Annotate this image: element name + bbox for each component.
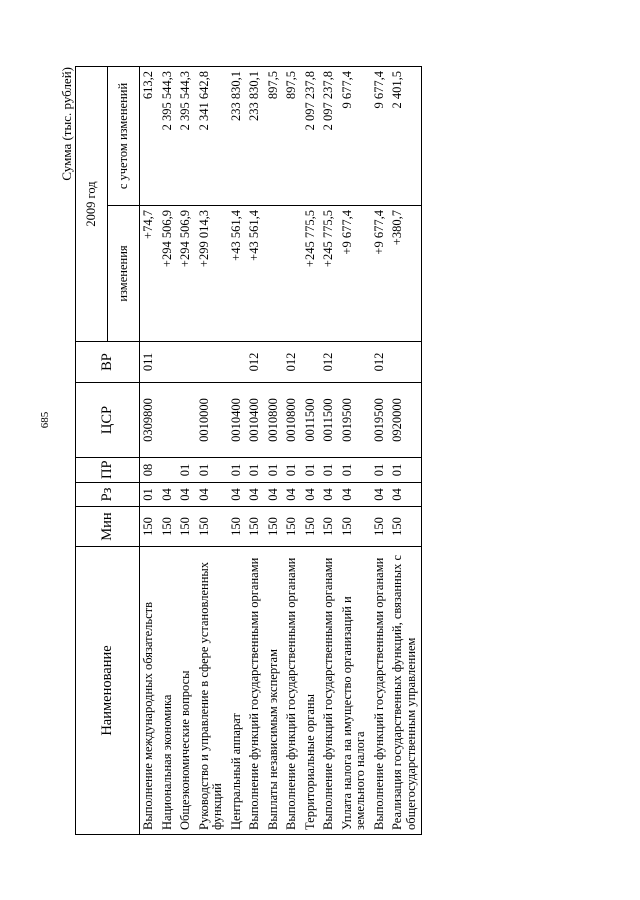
cell-total: 613,2 bbox=[140, 66, 159, 205]
cell-vr bbox=[389, 342, 422, 383]
cell-vr bbox=[159, 342, 178, 383]
cell-name: Выполнение функций государственными органами bbox=[246, 547, 265, 835]
cell-rz: 04 bbox=[371, 483, 390, 507]
table-row bbox=[302, 66, 321, 834]
table-body bbox=[140, 66, 422, 834]
header-pr: ПР bbox=[76, 458, 140, 483]
cell-name: Центральный аппарат bbox=[228, 547, 247, 835]
cell-min: 150 bbox=[389, 507, 422, 547]
cell-min: 150 bbox=[177, 507, 196, 547]
cell-name: Общеэкономические вопросы bbox=[177, 547, 196, 835]
cell-pr: 01 bbox=[339, 458, 371, 483]
cell-change: +245 775,5 bbox=[302, 206, 321, 342]
cell-pr: 01 bbox=[389, 458, 422, 483]
header-rz: Рз bbox=[76, 483, 140, 507]
table-row bbox=[339, 66, 371, 834]
cell-total: 2 341 642,8 bbox=[196, 66, 228, 205]
header-changes: изменения bbox=[108, 206, 140, 342]
cell-vr bbox=[339, 342, 371, 383]
cell-min: 150 bbox=[265, 507, 284, 547]
cell-rz: 04 bbox=[320, 483, 339, 507]
cell-csr: 0010000 bbox=[196, 383, 228, 458]
cell-change: +245 775,5 bbox=[320, 206, 339, 342]
cell-change bbox=[283, 206, 302, 342]
cell-csr: 0011500 bbox=[320, 383, 339, 458]
cell-total: 9 677,4 bbox=[339, 66, 371, 205]
cell-change: +380,7 bbox=[389, 206, 422, 342]
cell-total: 897,5 bbox=[265, 66, 284, 205]
cell-rz: 04 bbox=[246, 483, 265, 507]
cell-pr: 01 bbox=[177, 458, 196, 483]
cell-rz: 04 bbox=[228, 483, 247, 507]
cell-vr: 012 bbox=[246, 342, 265, 383]
cell-pr: 08 bbox=[140, 458, 159, 483]
table-row bbox=[371, 66, 390, 834]
cell-change: +43 561,4 bbox=[228, 206, 247, 342]
cell-vr bbox=[177, 342, 196, 383]
table-row bbox=[140, 66, 159, 834]
cell-vr: 012 bbox=[371, 342, 390, 383]
cell-rz: 04 bbox=[159, 483, 178, 507]
cell-min: 150 bbox=[228, 507, 247, 547]
cell-pr: 01 bbox=[371, 458, 390, 483]
cell-rz: 04 bbox=[265, 483, 284, 507]
cell-name: Уплата налога на имущество организаций и земельного налога bbox=[339, 547, 371, 835]
cell-change: +294 506,9 bbox=[159, 206, 178, 342]
cell-min: 150 bbox=[246, 507, 265, 547]
page-number: 685 bbox=[39, 411, 51, 429]
cell-rz: 04 bbox=[389, 483, 422, 507]
cell-rz: 04 bbox=[339, 483, 371, 507]
cell-pr: 01 bbox=[302, 458, 321, 483]
cell-name: Выполнение функций государственными органами bbox=[283, 547, 302, 835]
cell-total: 2 401,5 bbox=[389, 66, 422, 205]
cell-name: Территориальные органы bbox=[302, 547, 321, 835]
cell-csr: 0010400 bbox=[228, 383, 247, 458]
cell-vr bbox=[265, 342, 284, 383]
cell-vr: 011 bbox=[140, 342, 159, 383]
header-vr: ВР bbox=[76, 342, 140, 383]
cell-total: 2 097 237,8 bbox=[320, 66, 339, 205]
cell-pr bbox=[159, 458, 178, 483]
cell-vr: 012 bbox=[283, 342, 302, 383]
cell-name: Руководство и управление в сфере установленных функций bbox=[196, 547, 228, 835]
cell-pr: 01 bbox=[196, 458, 228, 483]
cell-name: Реализация государственных функций, связанных с общегосударственным управлением bbox=[389, 547, 422, 835]
header-name: Наименование bbox=[76, 547, 140, 835]
cell-csr: 0309800 bbox=[140, 383, 159, 458]
cell-rz: 04 bbox=[283, 483, 302, 507]
table-row bbox=[389, 66, 422, 834]
cell-name: Национальная экономика bbox=[159, 547, 178, 835]
table-row bbox=[246, 66, 265, 834]
cell-name: Выполнение функций государственными органами bbox=[371, 547, 390, 835]
cell-total: 2 097 237,8 bbox=[302, 66, 321, 205]
cell-vr bbox=[196, 342, 228, 383]
cell-csr bbox=[177, 383, 196, 458]
cell-min: 150 bbox=[302, 507, 321, 547]
cell-min: 150 bbox=[140, 507, 159, 547]
header-min: Мин bbox=[76, 507, 140, 547]
table-row bbox=[196, 66, 228, 834]
table-row bbox=[265, 66, 284, 834]
cell-change: +294 506,9 bbox=[177, 206, 196, 342]
cell-pr: 01 bbox=[246, 458, 265, 483]
cell-name: Выполнение функций государственными органами bbox=[320, 547, 339, 835]
header-csr: ЦСР bbox=[76, 383, 140, 458]
cell-min: 150 bbox=[283, 507, 302, 547]
cell-change: +9 677,4 bbox=[339, 206, 371, 342]
table-row bbox=[320, 66, 339, 834]
cell-name: Выполнение международных обязательств bbox=[140, 547, 159, 835]
cell-name: Выплаты независимым экспертам bbox=[265, 547, 284, 835]
cell-vr bbox=[302, 342, 321, 383]
rotated-page-content bbox=[60, 65, 580, 835]
table-row bbox=[177, 66, 196, 834]
cell-min: 150 bbox=[320, 507, 339, 547]
cell-change: +43 561,4 bbox=[246, 206, 265, 342]
cell-total: 2 395 544,3 bbox=[159, 66, 178, 205]
cell-total: 9 677,4 bbox=[371, 66, 390, 205]
cell-change: +299 014,3 bbox=[196, 206, 228, 342]
cell-csr: 0010800 bbox=[265, 383, 284, 458]
cell-change bbox=[265, 206, 284, 342]
cell-pr: 01 bbox=[265, 458, 284, 483]
cell-rz: 04 bbox=[196, 483, 228, 507]
cell-csr bbox=[159, 383, 178, 458]
units-label: Сумма (тыс. рублей) bbox=[59, 67, 74, 181]
cell-change: +9 677,4 bbox=[371, 206, 390, 342]
table-row bbox=[228, 66, 247, 834]
cell-csr: 0019500 bbox=[371, 383, 390, 458]
cell-vr: 012 bbox=[320, 342, 339, 383]
cell-min: 150 bbox=[339, 507, 371, 547]
cell-rz: 01 bbox=[140, 483, 159, 507]
budget-table bbox=[75, 66, 422, 835]
cell-min: 150 bbox=[196, 507, 228, 547]
cell-csr: 0920000 bbox=[389, 383, 422, 458]
cell-min: 150 bbox=[371, 507, 390, 547]
cell-vr bbox=[228, 342, 247, 383]
cell-total: 233 830,1 bbox=[228, 66, 247, 205]
table-row bbox=[283, 66, 302, 834]
cell-pr: 01 bbox=[228, 458, 247, 483]
cell-csr: 0019500 bbox=[339, 383, 371, 458]
cell-total: 897,5 bbox=[283, 66, 302, 205]
cell-min: 150 bbox=[159, 507, 178, 547]
cell-csr: 0011500 bbox=[302, 383, 321, 458]
cell-rz: 04 bbox=[177, 483, 196, 507]
cell-csr: 0010800 bbox=[283, 383, 302, 458]
header-with-changes: с учетом изменений bbox=[108, 66, 140, 205]
cell-pr: 01 bbox=[283, 458, 302, 483]
header-year: 2009 год bbox=[76, 66, 108, 341]
cell-total: 2 395 544,3 bbox=[177, 66, 196, 205]
table-row bbox=[159, 66, 178, 834]
cell-change: +74,7 bbox=[140, 206, 159, 342]
cell-total: 233 830,1 bbox=[246, 66, 265, 205]
cell-csr: 0010400 bbox=[246, 383, 265, 458]
cell-rz: 04 bbox=[302, 483, 321, 507]
cell-pr: 01 bbox=[320, 458, 339, 483]
